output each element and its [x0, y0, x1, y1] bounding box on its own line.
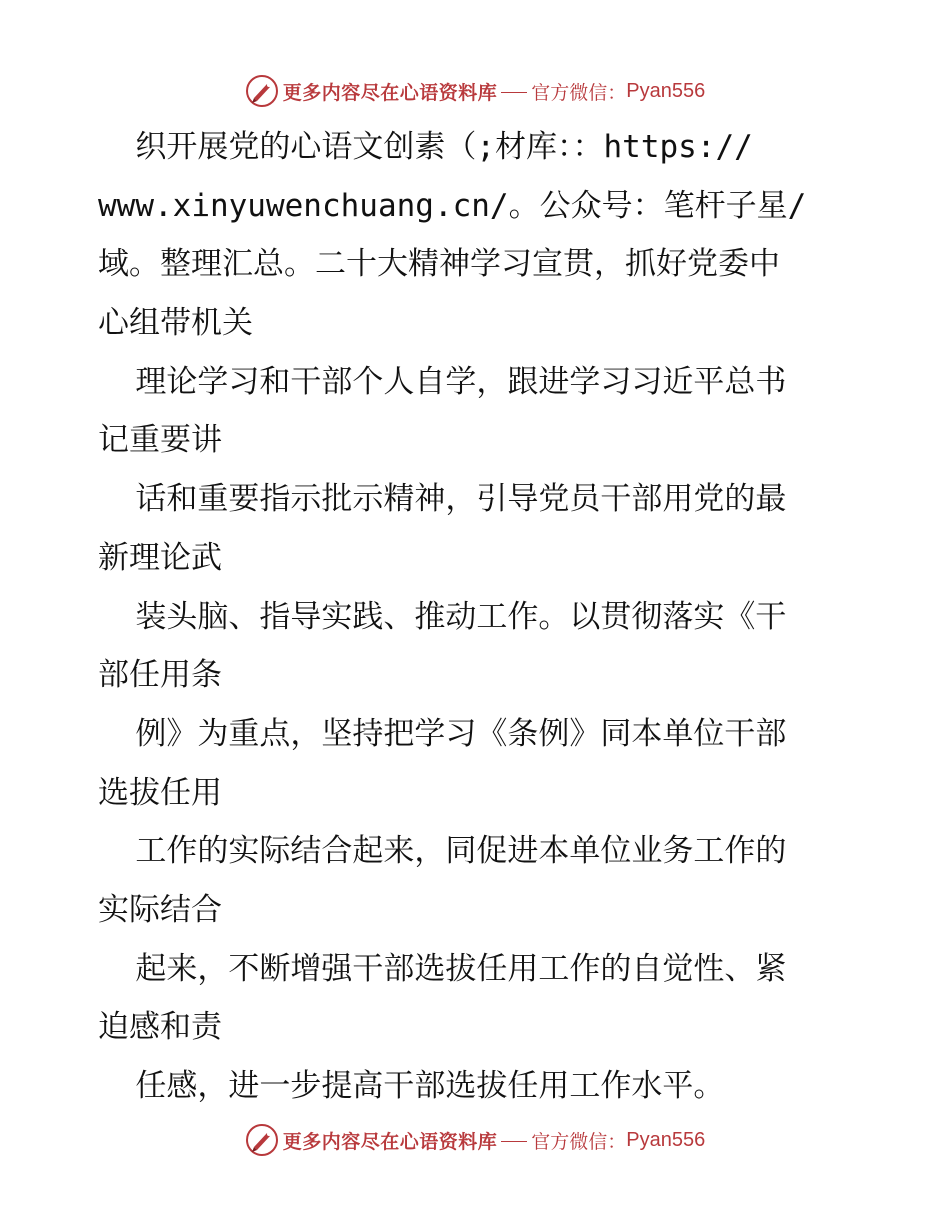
body-line: 织开展党的心语文创素（;材库：：https://	[98, 129, 753, 165]
body-line: 理论学习和干部个人自学，跟进学习习近平总书	[98, 363, 787, 400]
footer-banner	[0, 1120, 950, 1160]
body-line: 实际结合	[98, 891, 222, 928]
banner-dash	[501, 92, 527, 93]
banner-lead-text: 更多内容尽在心语资料库	[282, 81, 498, 104]
body-line: 起来，不断增强干部选拔任用工作的自觉性、紧	[98, 950, 787, 987]
banner-wechat-id: Pyan556	[626, 1128, 706, 1151]
body-text	[98, 118, 858, 1116]
banner-official-label: 官方微信：	[531, 1130, 627, 1153]
body-line: www.xinyuwenchuang.cn/。公众号：笔杆子星/	[98, 187, 807, 224]
body-line: 话和重要指示批示精神，引导党员干部用党的最	[98, 481, 787, 518]
header-banner	[0, 71, 950, 111]
body-line: 装头脑、指导实践、推动工作。以贯彻落实《干	[98, 598, 787, 635]
body-line: 选拔任用	[98, 774, 222, 811]
body-line: 新理论武	[98, 539, 222, 576]
body-line: 记重要讲	[98, 422, 222, 459]
body-line: 心组带机关	[98, 305, 253, 342]
banner-wechat-id: Pyan556	[626, 79, 706, 102]
banner-official-label: 官方微信：	[531, 81, 627, 104]
banner-lead-text: 更多内容尽在心语资料库	[282, 1130, 498, 1153]
body-line: 部任用条	[98, 657, 222, 694]
red-pen-logo-icon	[245, 74, 279, 108]
banner-dash	[501, 1141, 527, 1142]
body-line: 迫感和责	[98, 1009, 222, 1046]
body-line: 工作的实际结合起来，同促进本单位业务工作的	[98, 833, 787, 870]
red-pen-logo-icon	[245, 1123, 279, 1157]
body-line: 任感，进一步提高干部选拔任用工作水平。	[98, 1068, 725, 1104]
body-line: 域。整理汇总。二十大精神学习宣贯，抓好党委中	[98, 246, 780, 283]
body-line: 例》为重点，坚持把学习《条例》同本单位干部	[98, 715, 787, 752]
